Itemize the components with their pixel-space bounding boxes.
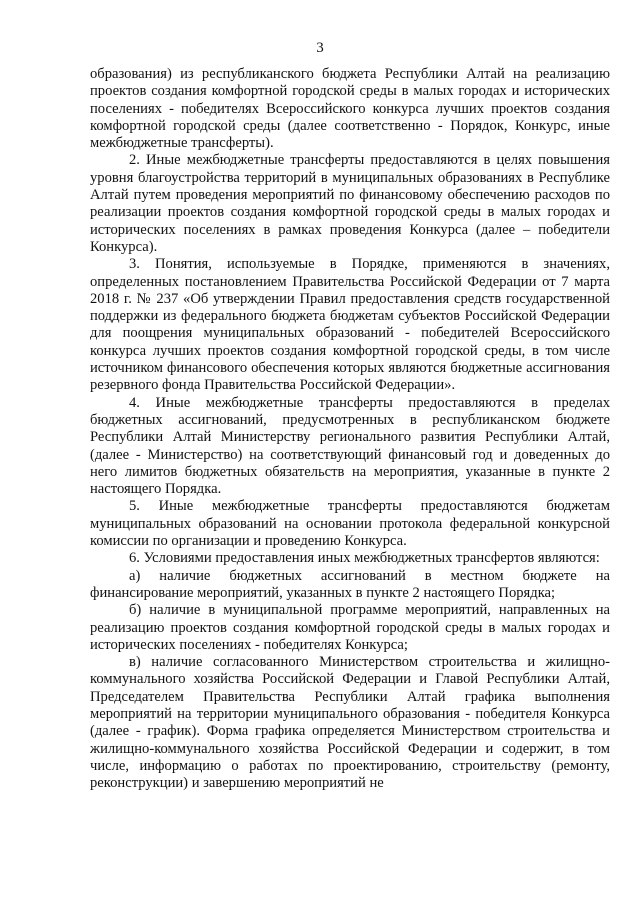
paragraph-subitem-v: в) наличие согласованного Министерством строительства и жилищно-коммунального хозяйства Российской Федерации и Главой Республики Алтай, Председателем Правительства Республики Алтай графика выполнения мероприятий на территории муниципального образования - победителя Конкурса (далее - график). Форма графика определяется Министерством строительства и жилищно-коммунального хозяйства Российской Федерации и содержит, в том числе, информацию о работах по проектированию, строительству (ремонту, реконструкции) и завершению мероприятий не [90, 654, 610, 792]
paragraph-continuation: образования) из республиканского бюджета Республики Алтай на реализацию проектов создания комфортной городской среды в малых городах и исторических поселениях - победителях Всероссийского конкурса лучших проектов создания комфортной городской среды (далее соответственно - Порядок, Конкурс, иные межбюджетные трансферты). [90, 66, 610, 152]
paragraph-item-3: 3. Понятия, используемые в Порядке, применяются в значениях, определенных постановлением Правительства Российской Федерации от 7 марта 2018 г. № 237 «Об утверждении Правил предоставления средств государственной поддержки из федерального бюджета бюджетам субъектов Российской Федерации для поощрения муниципальных образований - победителей Всероссийского конкурса лучших проектов создания комфортной городской среды, в том числе источником финансового обеспечения которых являются бюджетные ассигнования резервного фонда Правительства Российской Федерации». [90, 256, 610, 394]
paragraph-subitem-a: а) наличие бюджетных ассигнований в местном бюджете на финансирование мероприятий, указанных в пункте 2 настоящего Порядка; [90, 567, 610, 601]
page-number: 3 [316, 40, 324, 56]
paragraph-item-2: 2. Иные межбюджетные трансферты предоставляются в целях повышения уровня благоустройства территорий в муниципальных образованиях в Республике Алтай путем проведения мероприятий по финансовому обеспечению расходов по реализации проектов создания комфортной городской среды в малых городах и исторических поселениях в рамках проведения Конкурса (далее – победители Конкурса). [90, 152, 610, 255]
paragraph-subitem-b: б) наличие в муниципальной программе мероприятий, направленных на реализацию проектов создания комфортной городской среды в малых городах и исторических поселениях - победителях Конкурса; [90, 602, 610, 653]
paragraph-item-4: 4. Иные межбюджетные трансферты предоставляются в пределах бюджетных ассигнований, предусмотренных в республиканском бюджете Республики Алтай Министерству регионального развития Республики Алтай, (далее - Министерство) на соответствующий финансовый год и доведенных до него лимитов бюджетных обязательств на мероприятия, указанные в пункте 2 настоящего Порядка. [90, 394, 610, 498]
paragraph-item-5: 5. Иные межбюджетные трансферты предоставляются бюджетам муниципальных образований на основании протокола федеральной конкурсной комиссии по организации и проведению Конкурса. [90, 498, 610, 550]
document-body [90, 66, 610, 792]
paragraph-item-6: 6. Условиями предоставления иных межбюджетных трансфертов являются: [129, 550, 600, 567]
